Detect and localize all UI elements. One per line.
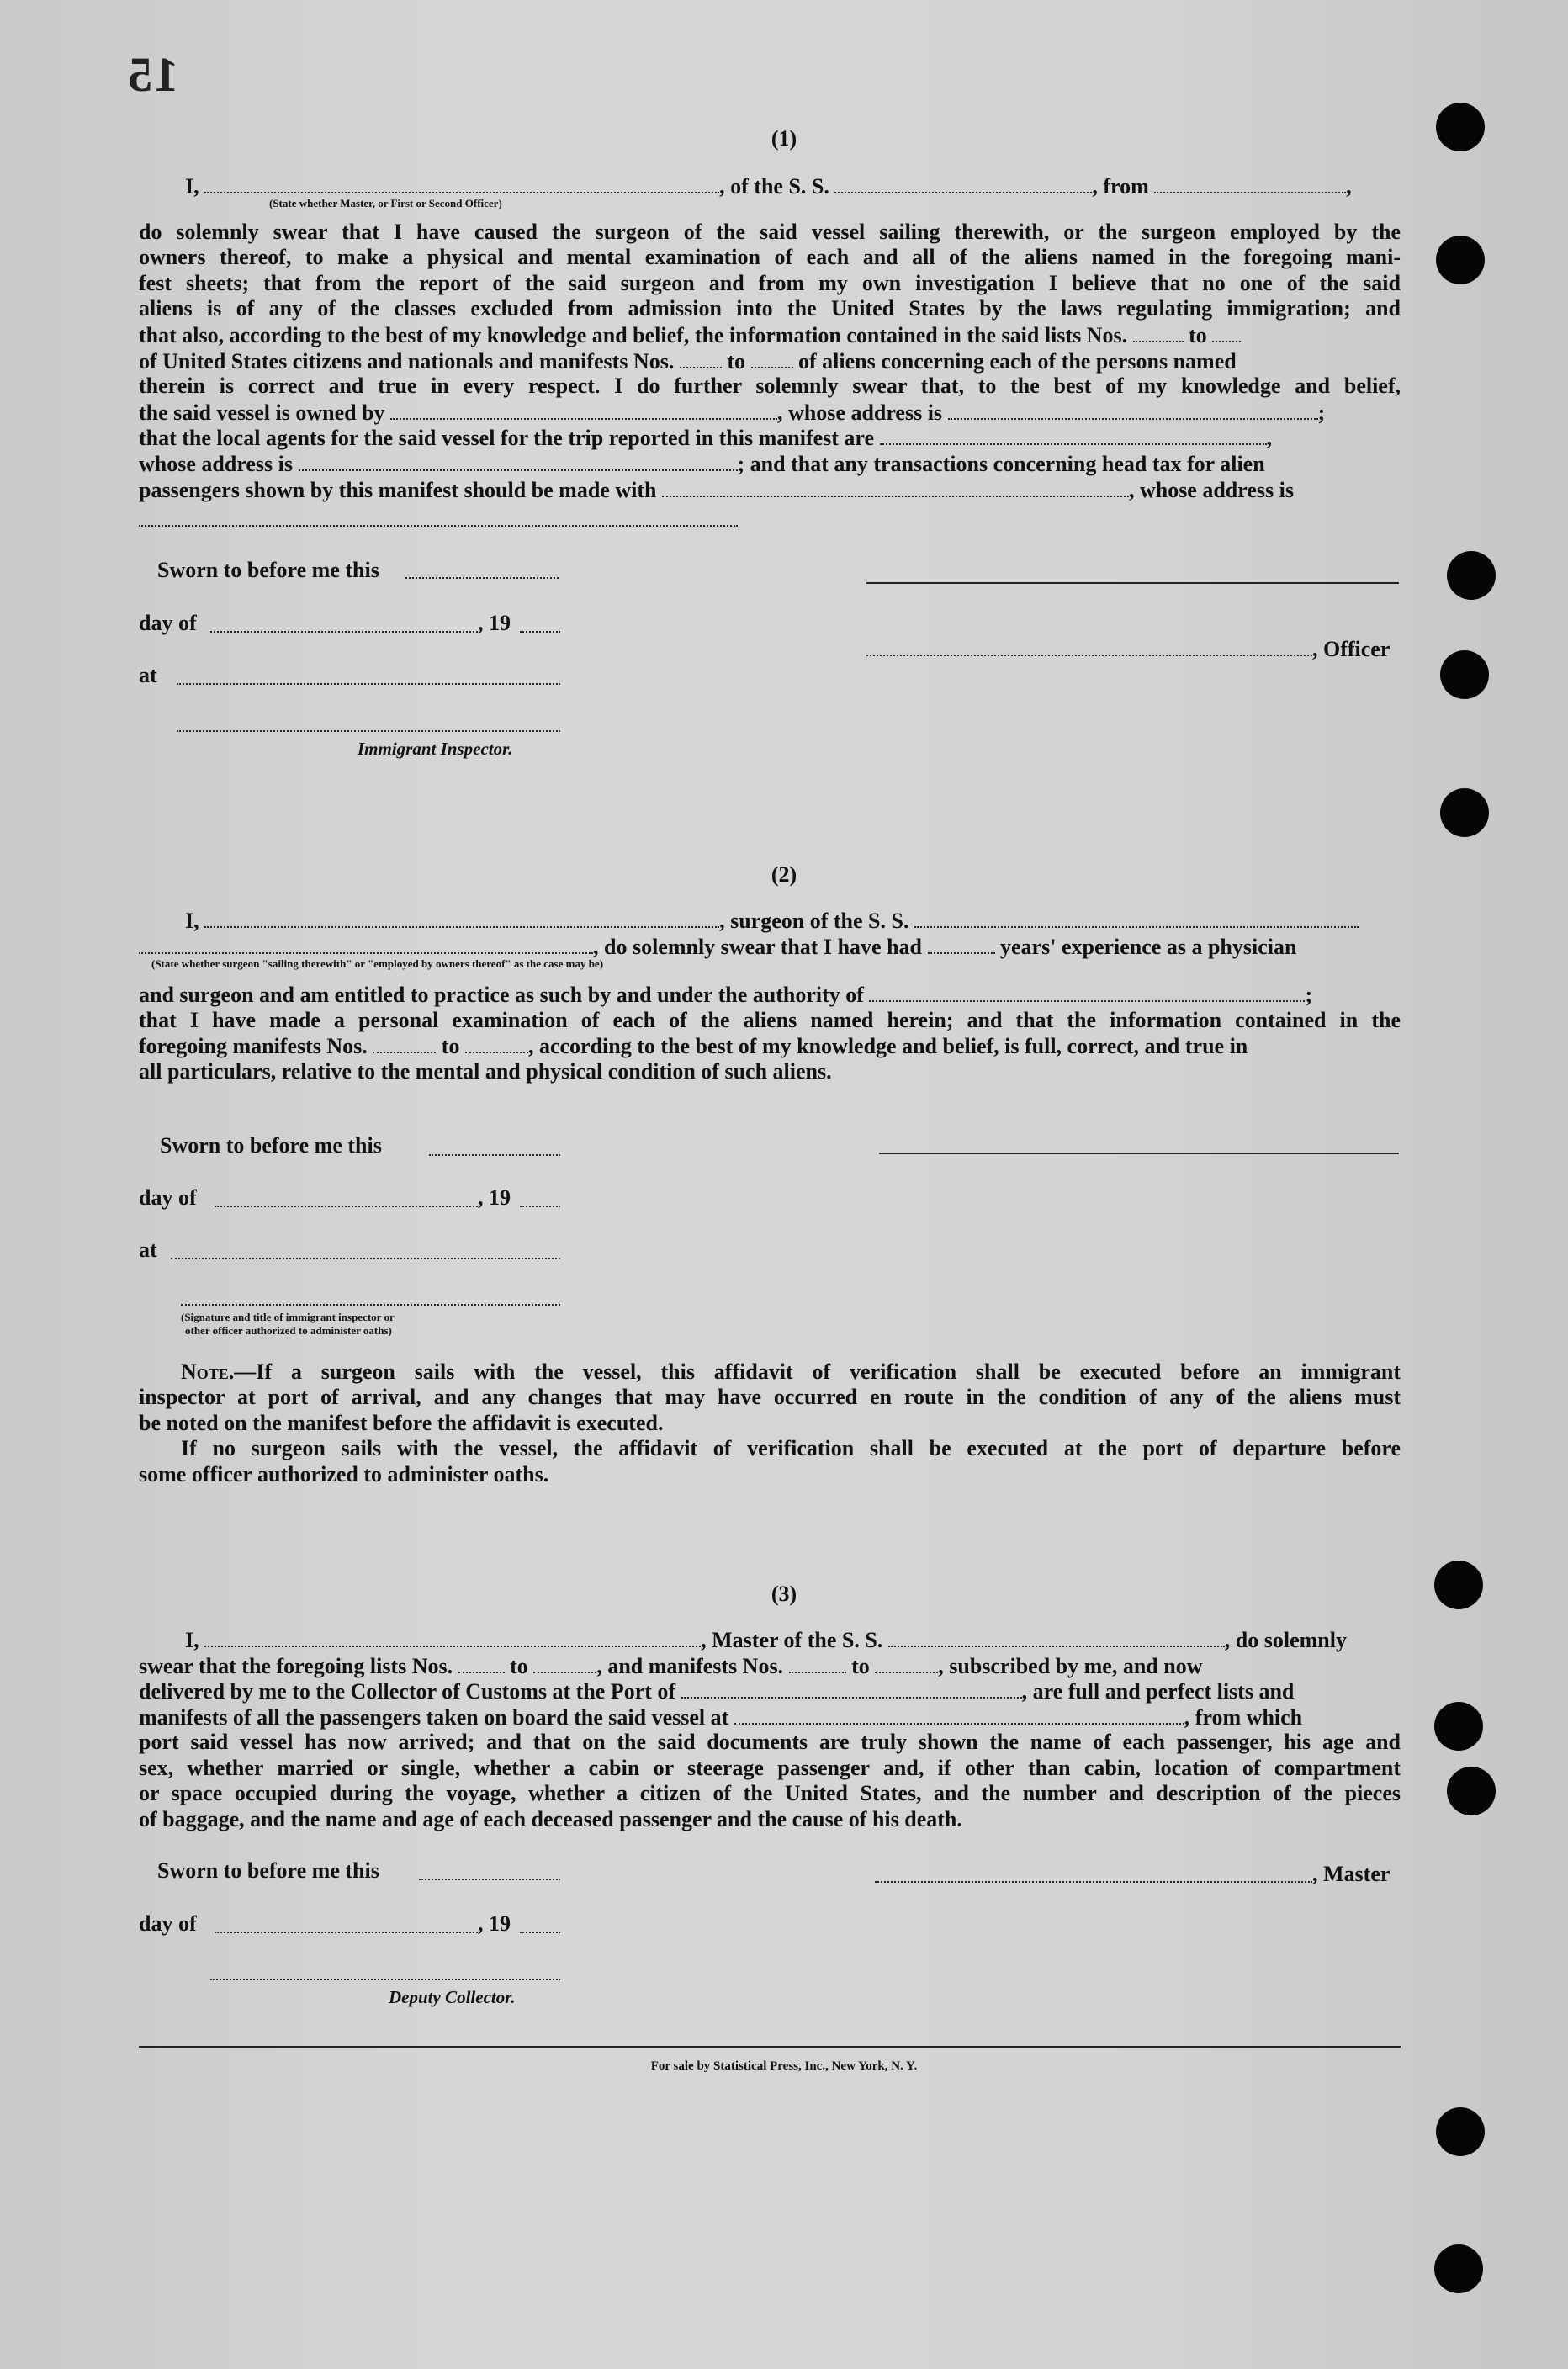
s3-master-signature-line[interactable]: [875, 1881, 1312, 1883]
s1-line-6: that also, according to the best of my knowledge and belief, the information contained in the said lists Nos. to: [139, 322, 1401, 348]
vessel-name-field[interactable]: [834, 173, 1092, 193]
s3-collector-signature-line[interactable]: [210, 1979, 560, 1980]
s2-year-field[interactable]: [520, 1206, 560, 1207]
s2-line-5: foregoing manifests Nos. to , according to the best of my knowledge and belief, is full, correct, and true in: [139, 1034, 1248, 1058]
s3-line-3: delivered by me to the Collector of Customs at the Port of , are full and perfect lists and: [139, 1679, 1295, 1704]
s3-line-5: port said vessel has now arrived; and that on the said documents are truly shown the name of each passenger, his age and: [139, 1730, 1401, 1754]
s2-day-label: day of: [139, 1185, 197, 1210]
s1-at-field[interactable]: [177, 683, 560, 685]
s1-line-5: aliens is of any of the classes excluded from admission into the United States by the laws regulating immigration; and: [139, 296, 1401, 321]
s3-line-1: I, , Master of the S. S. , do solemnly: [185, 1628, 1347, 1652]
s1-line-3: owners thereof, to make a physical and mental examination of each and all of the aliens named in the foregoing mani-: [139, 245, 1401, 269]
punch-hole: [1434, 2244, 1483, 2293]
port-of-departure-field[interactable]: [734, 1704, 1184, 1725]
punch-hole: [1447, 551, 1496, 600]
punch-hole: [1440, 650, 1489, 699]
s3-year-field[interactable]: [520, 1932, 560, 1933]
s2-note-line-3: be noted on the manifest before the affidavit is executed.: [139, 1411, 664, 1435]
head-tax-address-field[interactable]: [139, 525, 738, 527]
s2-line-6: all particulars, relative to the mental and physical condition of such aliens.: [139, 1059, 832, 1084]
footer-rule: [139, 2046, 1401, 2048]
years-experience-field[interactable]: [928, 934, 995, 954]
manifests-from-field[interactable]: [680, 348, 722, 368]
s2-sworn-label: Sworn to before me this: [160, 1133, 382, 1158]
s2-day-field[interactable]: [215, 1206, 478, 1207]
s1-line-12: passengers shown by this manifest should be made with , whose address is: [139, 478, 1294, 502]
s1-officer-label: , Officer: [1312, 637, 1391, 661]
s3-line-6: sex, whether married or single, whether a cabin or steerage passenger and, if other than cabin, location of compartment: [139, 1756, 1401, 1780]
s1-sworn-label: Sworn to before me this: [157, 558, 379, 582]
s3-manifests-to-field[interactable]: [875, 1653, 938, 1673]
punch-hole: [1440, 788, 1489, 837]
s2-sworn-date-field[interactable]: [429, 1154, 560, 1156]
s3-manifests-from-field[interactable]: [789, 1653, 846, 1673]
s2-note-line-5: some officer authorized to administer oaths.: [139, 1462, 549, 1487]
s2-note-line-1: Note.—If a surgeon sails with the vessel, this affidavit of verification shall be executed before an immigrant: [181, 1359, 1401, 1384]
surgeon-capacity-field[interactable]: [139, 934, 593, 954]
agents-field[interactable]: [880, 425, 1267, 445]
s2-note-line-2: inspector at port of arrival, and any changes that may have occurred en route in the condition of any of the aliens must: [139, 1385, 1401, 1409]
s1-line-2: do solemnly swear that I have caused the surgeon of the said vessel sailing therewith, or the surgeon employed by the: [139, 220, 1401, 244]
s1-officer-signature-line[interactable]: [866, 582, 1399, 584]
s1-sworn-date-field[interactable]: [405, 577, 559, 579]
section-3-number: (3): [771, 1582, 797, 1606]
punch-hole: [1434, 1702, 1483, 1751]
s1-inspector-label: Immigrant Inspector.: [358, 739, 513, 759]
owner-address-field[interactable]: [948, 400, 1318, 420]
s2-line-3: and surgeon and am entitled to practice as such by and under the authority of ;: [139, 983, 1313, 1007]
s2-year-label: , 19: [478, 1185, 511, 1210]
s1-officer-name-field[interactable]: [866, 655, 1312, 656]
s3-day-label: day of: [139, 1911, 197, 1936]
s3-year-label: , 19: [478, 1911, 511, 1936]
s3-line-8: of baggage, and the name and age of each deceased passenger and the cause of his death.: [139, 1807, 962, 1831]
s2-at-field[interactable]: [171, 1258, 560, 1259]
s3-lists-from-field[interactable]: [458, 1653, 505, 1673]
s2-sig-hint-2: other officer authorized to administer oaths): [185, 1324, 392, 1337]
s3-day-field[interactable]: [215, 1932, 478, 1933]
s1-rank-hint: (State whether Master, or First or Second Officer): [269, 197, 502, 209]
s2-line-2: , do solemnly swear that I have had years' experience as a physician: [139, 934, 1401, 960]
s2-manifests-from-field[interactable]: [373, 1033, 436, 1053]
practice-authority-field[interactable]: [869, 982, 1305, 1002]
s2-line-1: I, , surgeon of the S. S.: [139, 908, 1401, 934]
from-port-field[interactable]: [1154, 173, 1346, 193]
s3-vessel-field[interactable]: [888, 1627, 1225, 1647]
lists-from-field[interactable]: [1133, 322, 1184, 342]
s3-lists-to-field[interactable]: [533, 1653, 596, 1673]
agents-address-field[interactable]: [299, 451, 738, 471]
surgeon-name-field[interactable]: [204, 908, 719, 928]
punch-hole: [1436, 2107, 1485, 2156]
s2-sig-hint-1: (Signature and title of immigrant inspector or: [181, 1311, 395, 1323]
s1-day-field[interactable]: [210, 631, 478, 633]
s2-note-line-4: If no surgeon sails with the vessel, the affidavit of verification shall be executed at the port of departure before: [181, 1436, 1401, 1460]
s2-manifests-to-field[interactable]: [465, 1033, 528, 1053]
s1-inspector-signature-line[interactable]: [177, 730, 560, 732]
master-name-field[interactable]: [204, 1627, 701, 1647]
s1-day-label: day of: [139, 611, 197, 635]
s1-line-4: fest sheets; that from the report of the said surgeon and from my own investigation I believe that no one of the said: [139, 271, 1401, 295]
s1-line-1: I, , of the S. S. , from ,: [185, 174, 1352, 199]
section-2-number: (2): [771, 862, 797, 887]
s1-line-8: therein is correct and true in every respect. I do further solemnly swear that, to the best of my knowledge and belief,: [139, 374, 1401, 398]
printer-credit: For sale by Statistical Press, Inc., New York, N. Y.: [650, 2059, 918, 2073]
manifests-to-field[interactable]: [751, 348, 793, 368]
s3-sworn-date-field[interactable]: [419, 1879, 560, 1880]
punch-hole: [1447, 1767, 1496, 1815]
s1-at-label: at: [139, 663, 157, 687]
s3-sworn-label: Sworn to before me this: [157, 1858, 379, 1883]
section-1-number: (1): [771, 126, 797, 151]
s3-line-2: swear that the foregoing lists Nos. to , and manifests Nos. to , subscribed by me, and now: [139, 1654, 1203, 1678]
s1-line-10: that the local agents for the said vessel for the trip reported in this manifest are ,: [139, 426, 1273, 450]
punch-hole: [1436, 236, 1485, 284]
owner-field[interactable]: [390, 400, 777, 420]
head-tax-party-field[interactable]: [662, 477, 1129, 497]
s2-capacity-hint: (State whether surgeon "sailing therewith" or "employed by owners thereof" as the case may be): [151, 957, 604, 970]
s3-line-7: or space occupied during the voyage, whether a citizen of the United States, and the number and description of the pieces: [139, 1781, 1401, 1805]
s3-master-label: , Master: [1312, 1862, 1391, 1886]
lists-to-field[interactable]: [1212, 322, 1241, 342]
officer-rank-field[interactable]: [204, 173, 719, 193]
s1-line-11: whose address is ; and that any transactions concerning head tax for alien: [139, 452, 1265, 476]
s1-line-7: of United States citizens and nationals and manifests Nos. to of aliens concerning each of the persons named: [139, 349, 1237, 374]
s2-surgeon-signature-line[interactable]: [879, 1153, 1399, 1154]
s2-at-label: at: [139, 1237, 157, 1262]
corner-number: 15: [126, 47, 178, 102]
s2-inspector-signature-line[interactable]: [181, 1304, 560, 1306]
s1-year-label: , 19: [478, 611, 511, 635]
s1-year-field[interactable]: [520, 631, 560, 633]
s2-vessel-field[interactable]: [914, 908, 1359, 928]
s3-collector-label: Deputy Collector.: [389, 1987, 516, 2007]
port-of-arrival-field[interactable]: [681, 1678, 1022, 1699]
s2-line-4: that I have made a personal examination of each of the aliens named herein; and that the information contained in the: [139, 1008, 1401, 1032]
s1-line-9: the said vessel is owned by , whose address is ;: [139, 400, 1326, 425]
s3-line-4: manifests of all the passengers taken on board the said vessel at , from which: [139, 1705, 1303, 1730]
